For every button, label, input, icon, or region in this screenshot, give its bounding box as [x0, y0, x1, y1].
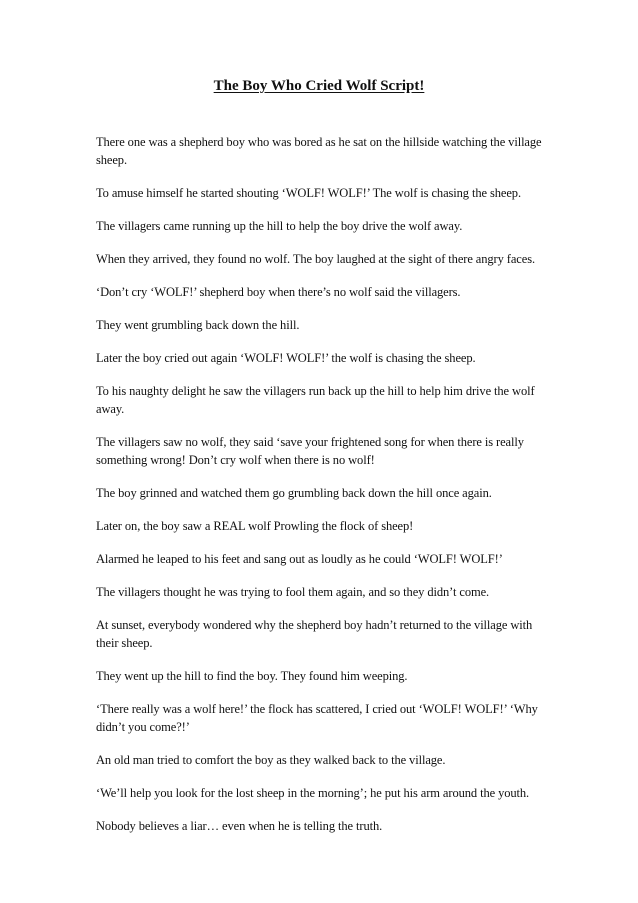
paragraph: An old man tried to comfort the boy as they walked back to the village.	[96, 753, 446, 767]
paragraph: There one was a shepherd boy who was bored as he sat on the hillside watching the village sheep.	[96, 135, 542, 167]
paragraph: The villagers came running up the hill to help the boy drive the wolf away.	[96, 219, 463, 233]
paragraph: They went up the hill to find the boy. They found him weeping.	[96, 669, 408, 683]
paragraph: ‘Don’t cry ‘WOLF!’ shepherd boy when there’s no wolf said the villagers.	[96, 285, 461, 299]
paragraph: Alarmed he leaped to his feet and sang out as loudly as he could ‘WOLF! WOLF!’	[96, 552, 503, 566]
paragraph: When they arrived, they found no wolf. The boy laughed at the sight of there angry faces.	[96, 252, 535, 266]
paragraph: To amuse himself he started shouting ‘WOLF! WOLF!’ The wolf is chasing the sheep.	[96, 186, 521, 200]
paragraph: To his naughty delight he saw the villagers run back up the hill to help him drive the wolf away.	[96, 384, 535, 416]
paragraph: They went grumbling back down the hill.	[96, 318, 300, 332]
paragraph: The villagers saw no wolf, they said ‘save your frightened song for when there is really something wrong! Don’t cry wolf when there is no wolf!	[96, 435, 524, 467]
paragraph: Nobody believes a liar… even when he is telling the truth.	[96, 819, 383, 833]
paragraph: The villagers thought he was trying to fool them again, and so they didn’t come.	[96, 585, 490, 599]
paragraph: ‘There really was a wolf here!’ the flock has scattered, I cried out ‘WOLF! WOLF!’ ‘Why didn’t you come?!’	[96, 702, 538, 734]
paragraph: Later on, the boy saw a REAL wolf Prowling the flock of sheep!	[96, 519, 414, 533]
document-title: The Boy Who Cried Wolf Script!	[213, 78, 425, 94]
paragraph: The boy grinned and watched them go grumbling back down the hill once again.	[96, 486, 492, 500]
document-body	[96, 133, 544, 850]
paragraph: At sunset, everybody wondered why the shepherd boy hadn’t returned to the village with their sheep.	[96, 618, 533, 650]
paragraph: Later the boy cried out again ‘WOLF! WOLF!’ the wolf is chasing the sheep.	[96, 351, 476, 365]
paragraph: ‘We’ll help you look for the lost sheep in the morning’; he put his arm around the youth.	[96, 786, 530, 800]
